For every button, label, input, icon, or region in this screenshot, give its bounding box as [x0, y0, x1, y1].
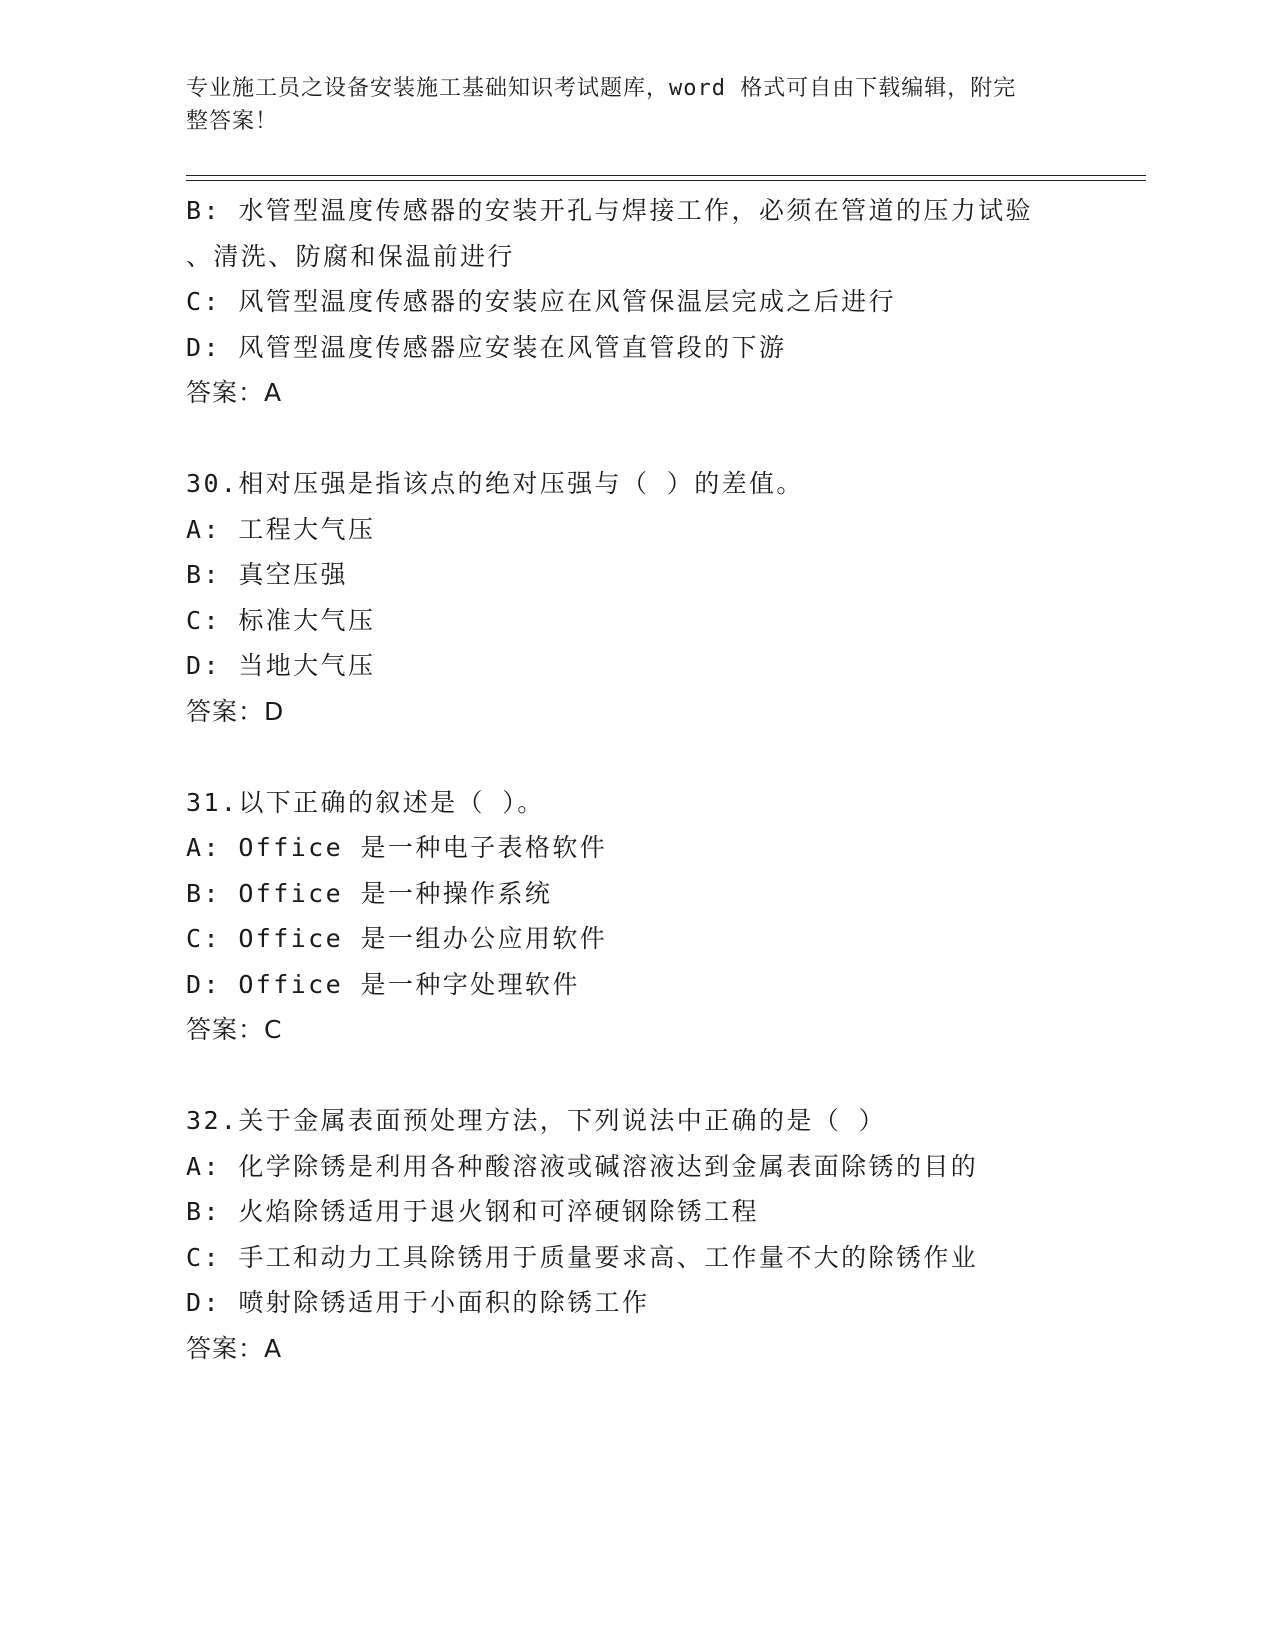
answer-line: 答案：C [186, 1015, 283, 1044]
spacer [186, 734, 1086, 780]
header-line-1: 专业施工员之设备安装施工基础知识考试题库，word 格式可自由下载编辑，附完 [186, 76, 1017, 101]
answer-line: 答案：D [186, 696, 285, 726]
option-d: D: 当地大气压 [186, 651, 376, 680]
header-divider-bottom [186, 180, 1146, 181]
spacer [186, 1053, 1086, 1099]
question-list [186, 188, 1086, 1371]
question-30 [186, 461, 1086, 734]
option-c: C: 风管型温度传感器的安装应在风管保温层完成之后进行 [186, 287, 896, 316]
option-d: D: Office 是一种字处理软件 [186, 969, 580, 999]
option-b: B: 真空压强 [186, 560, 348, 589]
option-c: C: 手工和动力工具除锈用于质量要求高、工作量不大的除锈作业 [186, 1242, 979, 1272]
question-29-continued [186, 188, 1086, 416]
question-stem: 32.关于金属表面预处理方法，下列说法中正确的是（ ） [186, 1106, 887, 1135]
spacer [186, 416, 1086, 462]
question-31 [186, 780, 1086, 1053]
answer-line: 答案：A [186, 1333, 283, 1363]
question-32 [186, 1098, 1086, 1371]
answer-line: 答案：A [186, 378, 283, 407]
document-header [186, 72, 1066, 138]
option-d: D: 喷射除锈适用于小面积的除锈工作 [186, 1288, 650, 1317]
option-d: D: 风管型温度传感器应安装在风管直管段的下游 [186, 332, 787, 362]
option-b: B: Office 是一种操作系统 [186, 878, 553, 908]
header-divider-top [186, 175, 1146, 176]
option-b: B: 火焰除锈适用于退火钢和可淬硬钢除锈工程 [186, 1197, 759, 1226]
header-line-2: 整答案！ [186, 109, 279, 134]
option-a: A: 化学除锈是利用各种酸溶液或碱溶液达到金属表面除锈的目的 [186, 1151, 979, 1181]
option-a: A: Office 是一种电子表格软件 [186, 833, 608, 862]
option-b-continued: 、清洗、防腐和保温前进行 [186, 241, 515, 271]
option-a: A: 工程大气压 [186, 514, 376, 544]
option-c: C: Office 是一组办公应用软件 [186, 924, 608, 953]
option-b: B: 水管型温度传感器的安装开孔与焊接工作，必须在管道的压力试验 [186, 196, 1033, 225]
option-c: C: 标准大气压 [186, 605, 376, 635]
question-stem: 30.相对压强是指该点的绝对压强与（ ）的差值。 [186, 469, 804, 498]
question-stem: 31.以下正确的叙述是（ ）。 [186, 787, 545, 817]
